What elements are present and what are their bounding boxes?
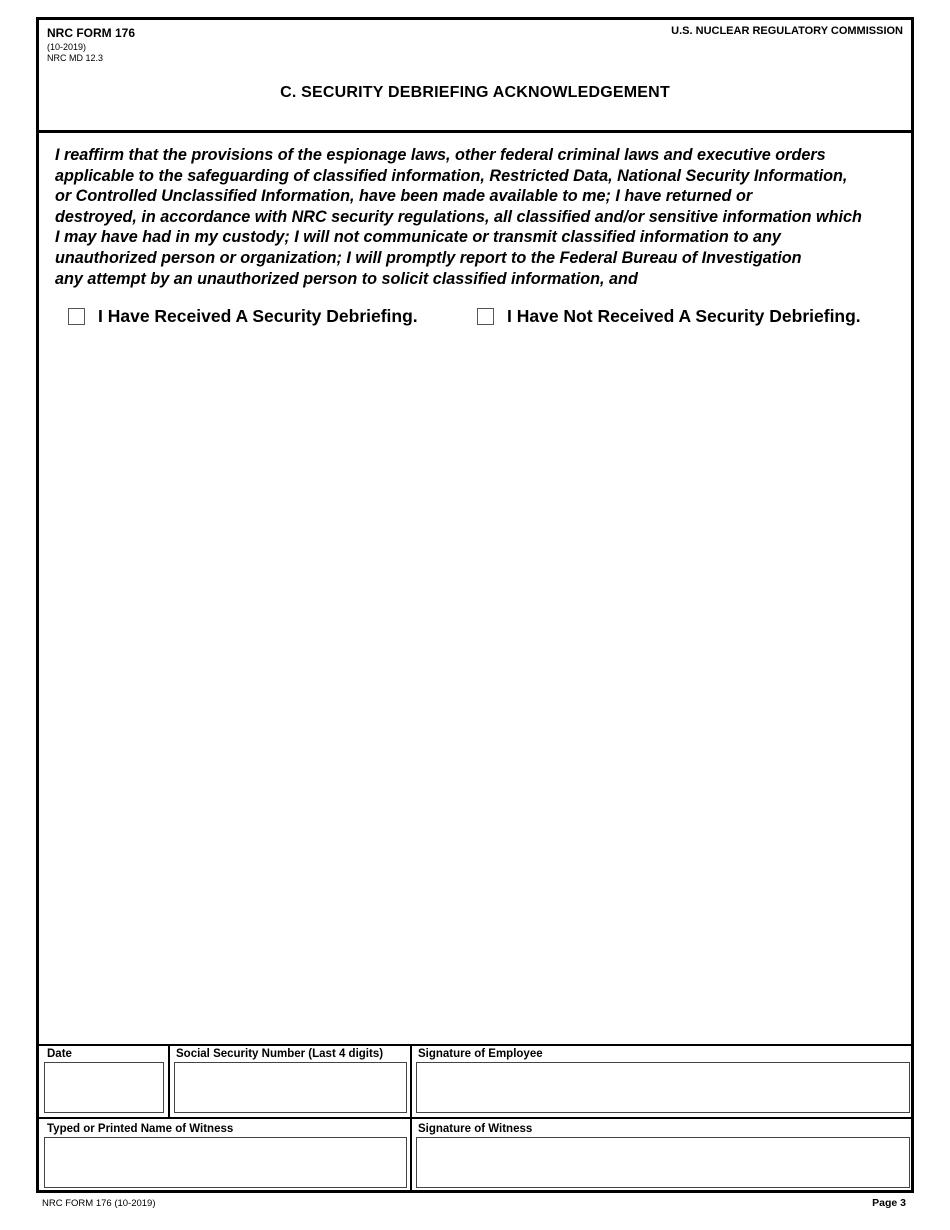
received-debriefing-checkbox[interactable] (68, 308, 85, 325)
statement-line: applicable to the safeguarding of classified information, Restricted Data, National Security Information, (55, 166, 848, 185)
employee-signature-field[interactable] (416, 1062, 910, 1113)
not-received-debriefing-checkbox[interactable] (477, 308, 494, 325)
statement-line: I reaffirm that the provisions of the espionage laws, other federal criminal laws and executive orders (55, 146, 826, 164)
received-debriefing-label: I Have Received A Security Debriefing. (98, 306, 418, 326)
statement-line: unauthorized person or organization; I will promptly report to the Federal Bureau of Investigation (55, 248, 802, 267)
form-revision: (10-2019) (47, 42, 87, 52)
witness-name-label: Typed or Printed Name of Witness (47, 1123, 234, 1135)
employee-signature-label: Signature of Employee (418, 1048, 543, 1060)
divider-center (410, 1044, 412, 1190)
witness-signature-label: Signature of Witness (418, 1123, 533, 1135)
page-number: Page 3 (872, 1197, 906, 1209)
form-name: NRC FORM 176 (47, 26, 136, 40)
signature-block (39, 1044, 911, 1190)
ssn-label: Social Security Number (Last 4 digits) (176, 1048, 384, 1060)
ssn-field[interactable] (174, 1062, 407, 1113)
agency-name: U.S. NUCLEAR REGULATORY COMMISSION (671, 25, 903, 37)
footer-form-id: NRC FORM 176 (10-2019) (42, 1198, 156, 1209)
statement-line: I may have had in my custody; I will not communicate or transmit classified information to any (55, 228, 781, 247)
signature-block-middle-rule (39, 1117, 911, 1119)
form-directive: NRC MD 12.3 (47, 53, 104, 63)
statement-line: any attempt by an unauthorized person to solicit classified information, and (55, 269, 638, 288)
witness-signature-field[interactable] (416, 1137, 910, 1188)
section-title: C. SECURITY DEBRIEFING ACKNOWLEDGEMENT (280, 84, 670, 101)
date-field[interactable] (44, 1062, 164, 1113)
header-divider (39, 130, 911, 133)
divider-date-ssn (168, 1044, 170, 1117)
witness-name-field[interactable] (44, 1137, 407, 1188)
option-not-received (477, 306, 861, 327)
option-received (68, 306, 418, 327)
statement-line: destroyed, in accordance with NRC security regulations, all classified and/or sensitive information which (55, 207, 862, 226)
not-received-debriefing-label: I Have Not Received A Security Debriefing. (507, 306, 861, 326)
form-frame (36, 17, 914, 1193)
statement-line: or Controlled Unclassified Information, have been made available to me; I have returned or (55, 187, 753, 206)
acknowledgement-statement (55, 145, 915, 289)
date-label: Date (47, 1048, 72, 1060)
